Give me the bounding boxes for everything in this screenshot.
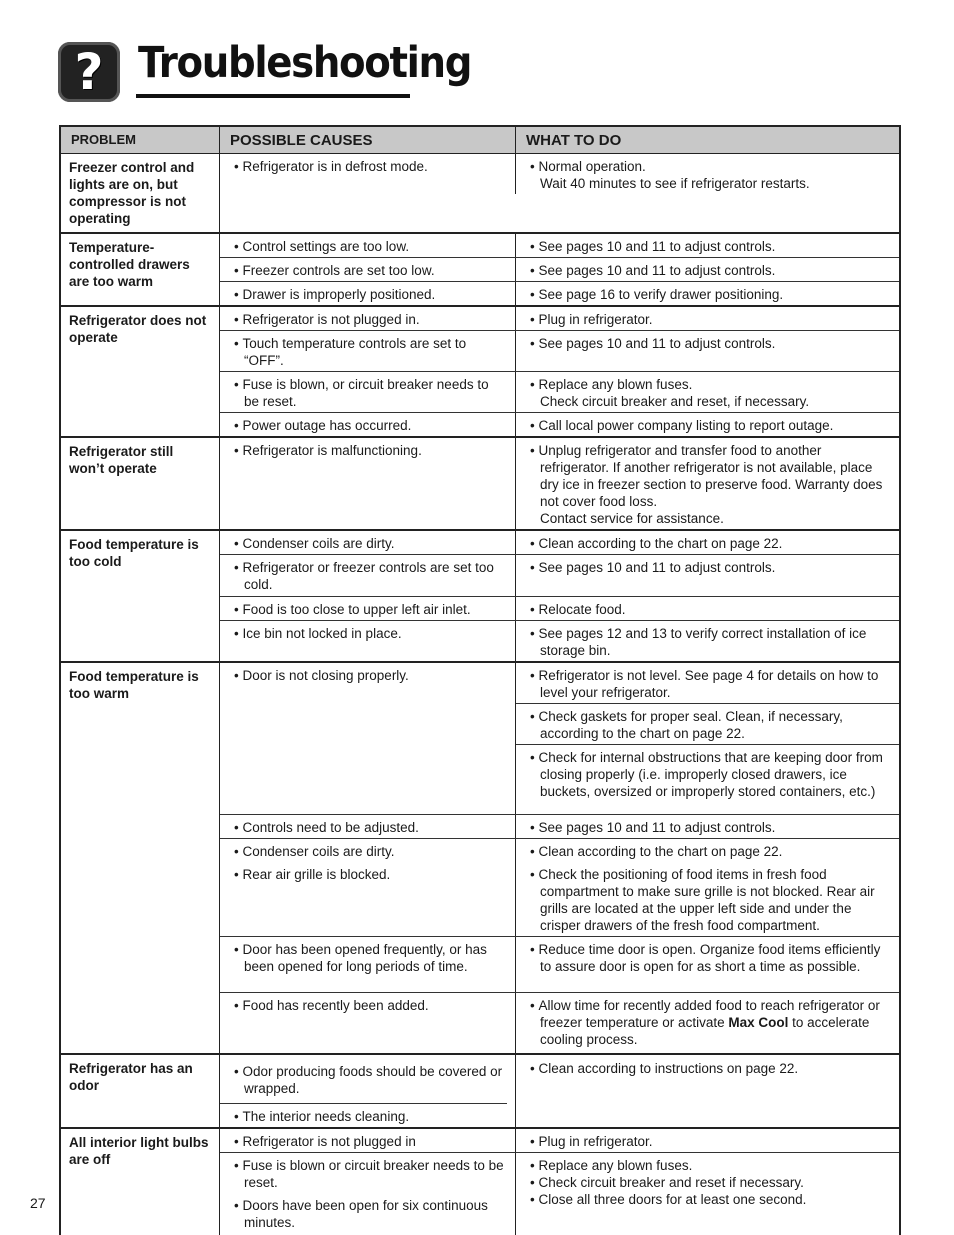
todo-cell xyxy=(516,555,899,596)
todo-bullet xyxy=(530,997,891,1048)
group-rows xyxy=(220,234,899,305)
cause-bullet: • Rear air grille is blocked. xyxy=(234,866,507,883)
problem-group xyxy=(61,531,899,663)
group-rows xyxy=(220,1055,899,1127)
todo-bullet: • See pages 12 and 13 to verify correct installation of ice storage bin. xyxy=(530,625,891,659)
header-problem: PROBLEM xyxy=(61,127,220,153)
cause-bullet: • Ice bin not locked in place. xyxy=(234,625,507,642)
todo-bullet: • Check for internal obstructions that are keeping door from closing properly (i.e. improperly closed drawers, ice buckets, oversized or improperly stored containers, etc.) xyxy=(530,749,891,800)
table-row xyxy=(220,413,899,436)
problem-group xyxy=(61,663,899,1055)
problem-group xyxy=(61,307,899,438)
todo-cell xyxy=(516,331,899,371)
table-row xyxy=(220,993,899,1053)
todo-cell xyxy=(516,993,899,1053)
cause-bullet: • Condenser coils are dirty. xyxy=(234,843,507,860)
todo-bullet: • Plug in refrigerator. xyxy=(530,1133,891,1150)
todo-continuation: Wait 40 minutes to see if refrigerator restarts. xyxy=(540,176,810,191)
cause-bullet: • Refrigerator is in defrost mode. xyxy=(234,158,507,175)
max-cool-label: Max Cool xyxy=(728,1015,789,1030)
problem-group xyxy=(61,438,899,531)
todo-stack xyxy=(516,663,899,814)
cause-cell xyxy=(220,331,516,371)
todo-cell xyxy=(516,154,899,194)
todo-bullet: • Unplug refrigerator and transfer food to another refrigerator. If another refrigerator is not available, place dry ice in freezer section to preserve food. Warranty does not cover food loss. xyxy=(530,442,891,510)
problem-cell: Refrigerator does not operate xyxy=(61,307,220,436)
cause-cell xyxy=(220,663,516,814)
table-row xyxy=(220,154,899,194)
table-row xyxy=(220,1153,899,1235)
table-row xyxy=(220,862,899,937)
problem-group xyxy=(61,234,899,307)
todo-text: Allow time for recently added food to reach refrigerator or freezer temperature or activate xyxy=(538,998,880,1030)
todo-cell xyxy=(516,1055,899,1127)
problem-cell: All interior light bulbs are off xyxy=(61,1129,220,1235)
cause-cell xyxy=(220,862,516,936)
cause-bullet: • Food has recently been added. xyxy=(234,997,507,1014)
table-row xyxy=(220,597,899,621)
todo-bullet: • See pages 10 and 11 to adjust controls. xyxy=(530,559,891,576)
todo-cell xyxy=(516,307,899,330)
cause-bullet: • The interior needs cleaning. xyxy=(220,1103,507,1125)
cause-bullet: • Door has been opened frequently, or has been opened for long periods of time. xyxy=(234,941,507,975)
todo-cell xyxy=(516,621,899,661)
cause-bullet: • Refrigerator is malfunctioning. xyxy=(234,442,507,459)
cause-cell xyxy=(220,839,516,862)
table-row xyxy=(220,555,899,597)
table-row xyxy=(220,372,899,413)
todo-bullet: • Normal operation. xyxy=(530,158,891,175)
todo-bullet: • Replace any blown fuses. xyxy=(530,1157,891,1174)
group-rows xyxy=(220,1129,899,1235)
cause-bullet: • Doors have been open for six continuous minutes. xyxy=(234,1197,507,1231)
group-rows xyxy=(220,438,899,529)
todo-bullet: • Close all three doors for at least one second. xyxy=(530,1191,891,1208)
header-possible-causes: POSSIBLE CAUSES xyxy=(220,127,516,153)
cause-bullet: • Fuse is blown or circuit breaker needs to be reset. xyxy=(234,1157,507,1191)
cause-cell xyxy=(220,307,516,330)
cause-cell xyxy=(220,531,516,554)
todo-text: to accelerate cooling process. xyxy=(540,1015,870,1047)
problem-group xyxy=(61,1129,899,1235)
cause-bullet: • Freezer controls are set too low. xyxy=(234,262,507,279)
problem-cell: Refrigerator still won’t operate xyxy=(61,438,220,529)
troubleshooting-table xyxy=(59,125,901,1235)
todo-cell xyxy=(516,937,899,992)
cause-bullet: • Fuse is blown, or circuit breaker needs to be reset. xyxy=(234,376,507,410)
cause-cell xyxy=(220,438,516,529)
table-row xyxy=(220,1055,899,1127)
todo-cell xyxy=(516,663,899,704)
todo-cell xyxy=(516,597,899,620)
cause-cell xyxy=(220,1129,516,1152)
cause-cell xyxy=(220,413,516,436)
todo-bullet: • Clean according to the chart on page 22. xyxy=(530,535,891,552)
todo-cell xyxy=(516,862,899,936)
todo-cell xyxy=(516,258,899,281)
table-row xyxy=(220,282,899,305)
cause-cell xyxy=(220,1055,516,1127)
todo-bullet: • See pages 10 and 11 to adjust controls. xyxy=(530,238,891,255)
todo-bullet: • See pages 10 and 11 to adjust controls. xyxy=(530,335,891,352)
cause-cell xyxy=(220,993,516,1053)
problem-cell: Food temperature is too warm xyxy=(61,663,220,1053)
todo-cell xyxy=(516,372,899,412)
todo-cell xyxy=(516,531,899,554)
todo-bullet: • Plug in refrigerator. xyxy=(530,311,891,328)
todo-continuation: Contact service for assistance. xyxy=(540,511,724,526)
todo-cell xyxy=(516,704,899,745)
cause-cell xyxy=(220,815,516,838)
table-row xyxy=(220,937,899,993)
todo-bullet: • Check gaskets for proper seal. Clean, if necessary, according to the chart on page 22. xyxy=(530,708,891,742)
cause-bullet: • Refrigerator is not plugged in. xyxy=(234,311,507,328)
page-title: Troubleshooting xyxy=(138,38,472,88)
question-mark-icon: ? xyxy=(58,42,120,102)
cause-cell xyxy=(220,937,516,992)
header-what-to-do: WHAT TO DO xyxy=(526,132,622,149)
title-underline xyxy=(136,94,410,98)
cause-bullet: • Food is too close to upper left air inlet. xyxy=(234,601,507,618)
todo-cell xyxy=(516,815,899,838)
problem-group xyxy=(61,1055,899,1129)
table-row xyxy=(220,663,899,815)
group-rows xyxy=(220,307,899,436)
table-row xyxy=(220,1129,899,1153)
cause-bullet: • Controls need to be adjusted. xyxy=(234,819,507,836)
cause-bullet: • Power outage has occurred. xyxy=(234,417,507,434)
table-row xyxy=(220,438,899,529)
table-row xyxy=(220,258,899,282)
problem-group xyxy=(61,154,899,234)
todo-bullet: • Reduce time door is open. Organize food items efficiently to assure door is open for as short a time as possible. xyxy=(530,941,891,975)
cause-bullet: • Condenser coils are dirty. xyxy=(234,535,507,552)
todo-cell xyxy=(516,438,899,529)
cause-bullet: • Touch temperature controls are set to “OFF”. xyxy=(234,335,507,369)
todo-cell xyxy=(516,1129,899,1152)
todo-bullet: • Clean according to the chart on page 22. xyxy=(530,843,891,860)
cause-cell xyxy=(220,597,516,620)
table-row xyxy=(220,531,899,555)
todo-cell xyxy=(516,1153,899,1235)
group-rows xyxy=(220,663,899,1053)
todo-cell xyxy=(516,745,899,812)
cause-bullet: • Door is not closing properly. xyxy=(234,667,507,684)
todo-continuation: Check circuit breaker and reset, if necessary. xyxy=(540,394,810,409)
table-header xyxy=(61,127,899,154)
cause-cell xyxy=(220,234,516,257)
todo-bullet: • Replace any blown fuses. xyxy=(530,376,891,393)
todo-bullet: • Check circuit breaker and reset if necessary. xyxy=(530,1174,891,1191)
group-rows xyxy=(220,531,899,661)
cause-bullet: • Odor producing foods should be covered or wrapped. xyxy=(234,1063,507,1097)
todo-cell xyxy=(516,282,899,305)
problem-cell: Temperature-controlled drawers are too warm xyxy=(61,234,220,305)
problem-cell: Freezer control and lights are on, but compressor is not operating xyxy=(61,154,220,232)
problem-cell: Refrigerator has an odor xyxy=(61,1055,220,1127)
todo-bullet: • Call local power company listing to report outage. xyxy=(530,417,891,434)
todo-bullet: • Refrigerator is not level. See page 4 for details on how to level your refrigerator. xyxy=(530,667,891,701)
cause-cell xyxy=(220,258,516,281)
cause-cell xyxy=(220,1153,516,1235)
table-body xyxy=(61,154,899,1235)
todo-bullet: • See pages 10 and 11 to adjust controls. xyxy=(530,262,891,279)
cause-bullet: • Drawer is improperly positioned. xyxy=(234,286,507,303)
cause-cell xyxy=(220,555,516,596)
todo-cell xyxy=(516,839,899,862)
problem-cell: Food temperature is too cold xyxy=(61,531,220,661)
todo-bullet: • Clean according to instructions on page 22. xyxy=(530,1060,891,1077)
todo-cell xyxy=(516,234,899,257)
cause-cell xyxy=(220,372,516,412)
table-row xyxy=(220,621,899,661)
todo-bullet: • See pages 10 and 11 to adjust controls. xyxy=(530,819,891,836)
cause-cell xyxy=(220,154,516,194)
table-row xyxy=(220,815,899,839)
todo-bullet: • See page 16 to verify drawer positioning. xyxy=(530,286,891,303)
todo-bullet: • Check the positioning of food items in fresh food compartment to make sure grille is not blocked. Rear air grills are located at the upper left side and under the crisper drawers of the fresh food compartment. xyxy=(530,866,891,934)
todo-cell xyxy=(516,413,899,436)
table-row xyxy=(220,331,899,372)
cause-bullet: • Refrigerator is not plugged in xyxy=(234,1133,507,1150)
group-rows xyxy=(220,154,899,232)
cause-cell xyxy=(220,282,516,305)
todo-bullet: • Relocate food. xyxy=(530,601,891,618)
cause-bullet: • Control settings are too low. xyxy=(234,238,507,255)
table-row xyxy=(220,234,899,258)
cause-bullet: • Refrigerator or freezer controls are set too cold. xyxy=(234,559,507,593)
cause-cell xyxy=(220,621,516,661)
table-row xyxy=(220,307,899,331)
page-number: 27 xyxy=(30,1195,46,1211)
table-row xyxy=(220,839,899,862)
